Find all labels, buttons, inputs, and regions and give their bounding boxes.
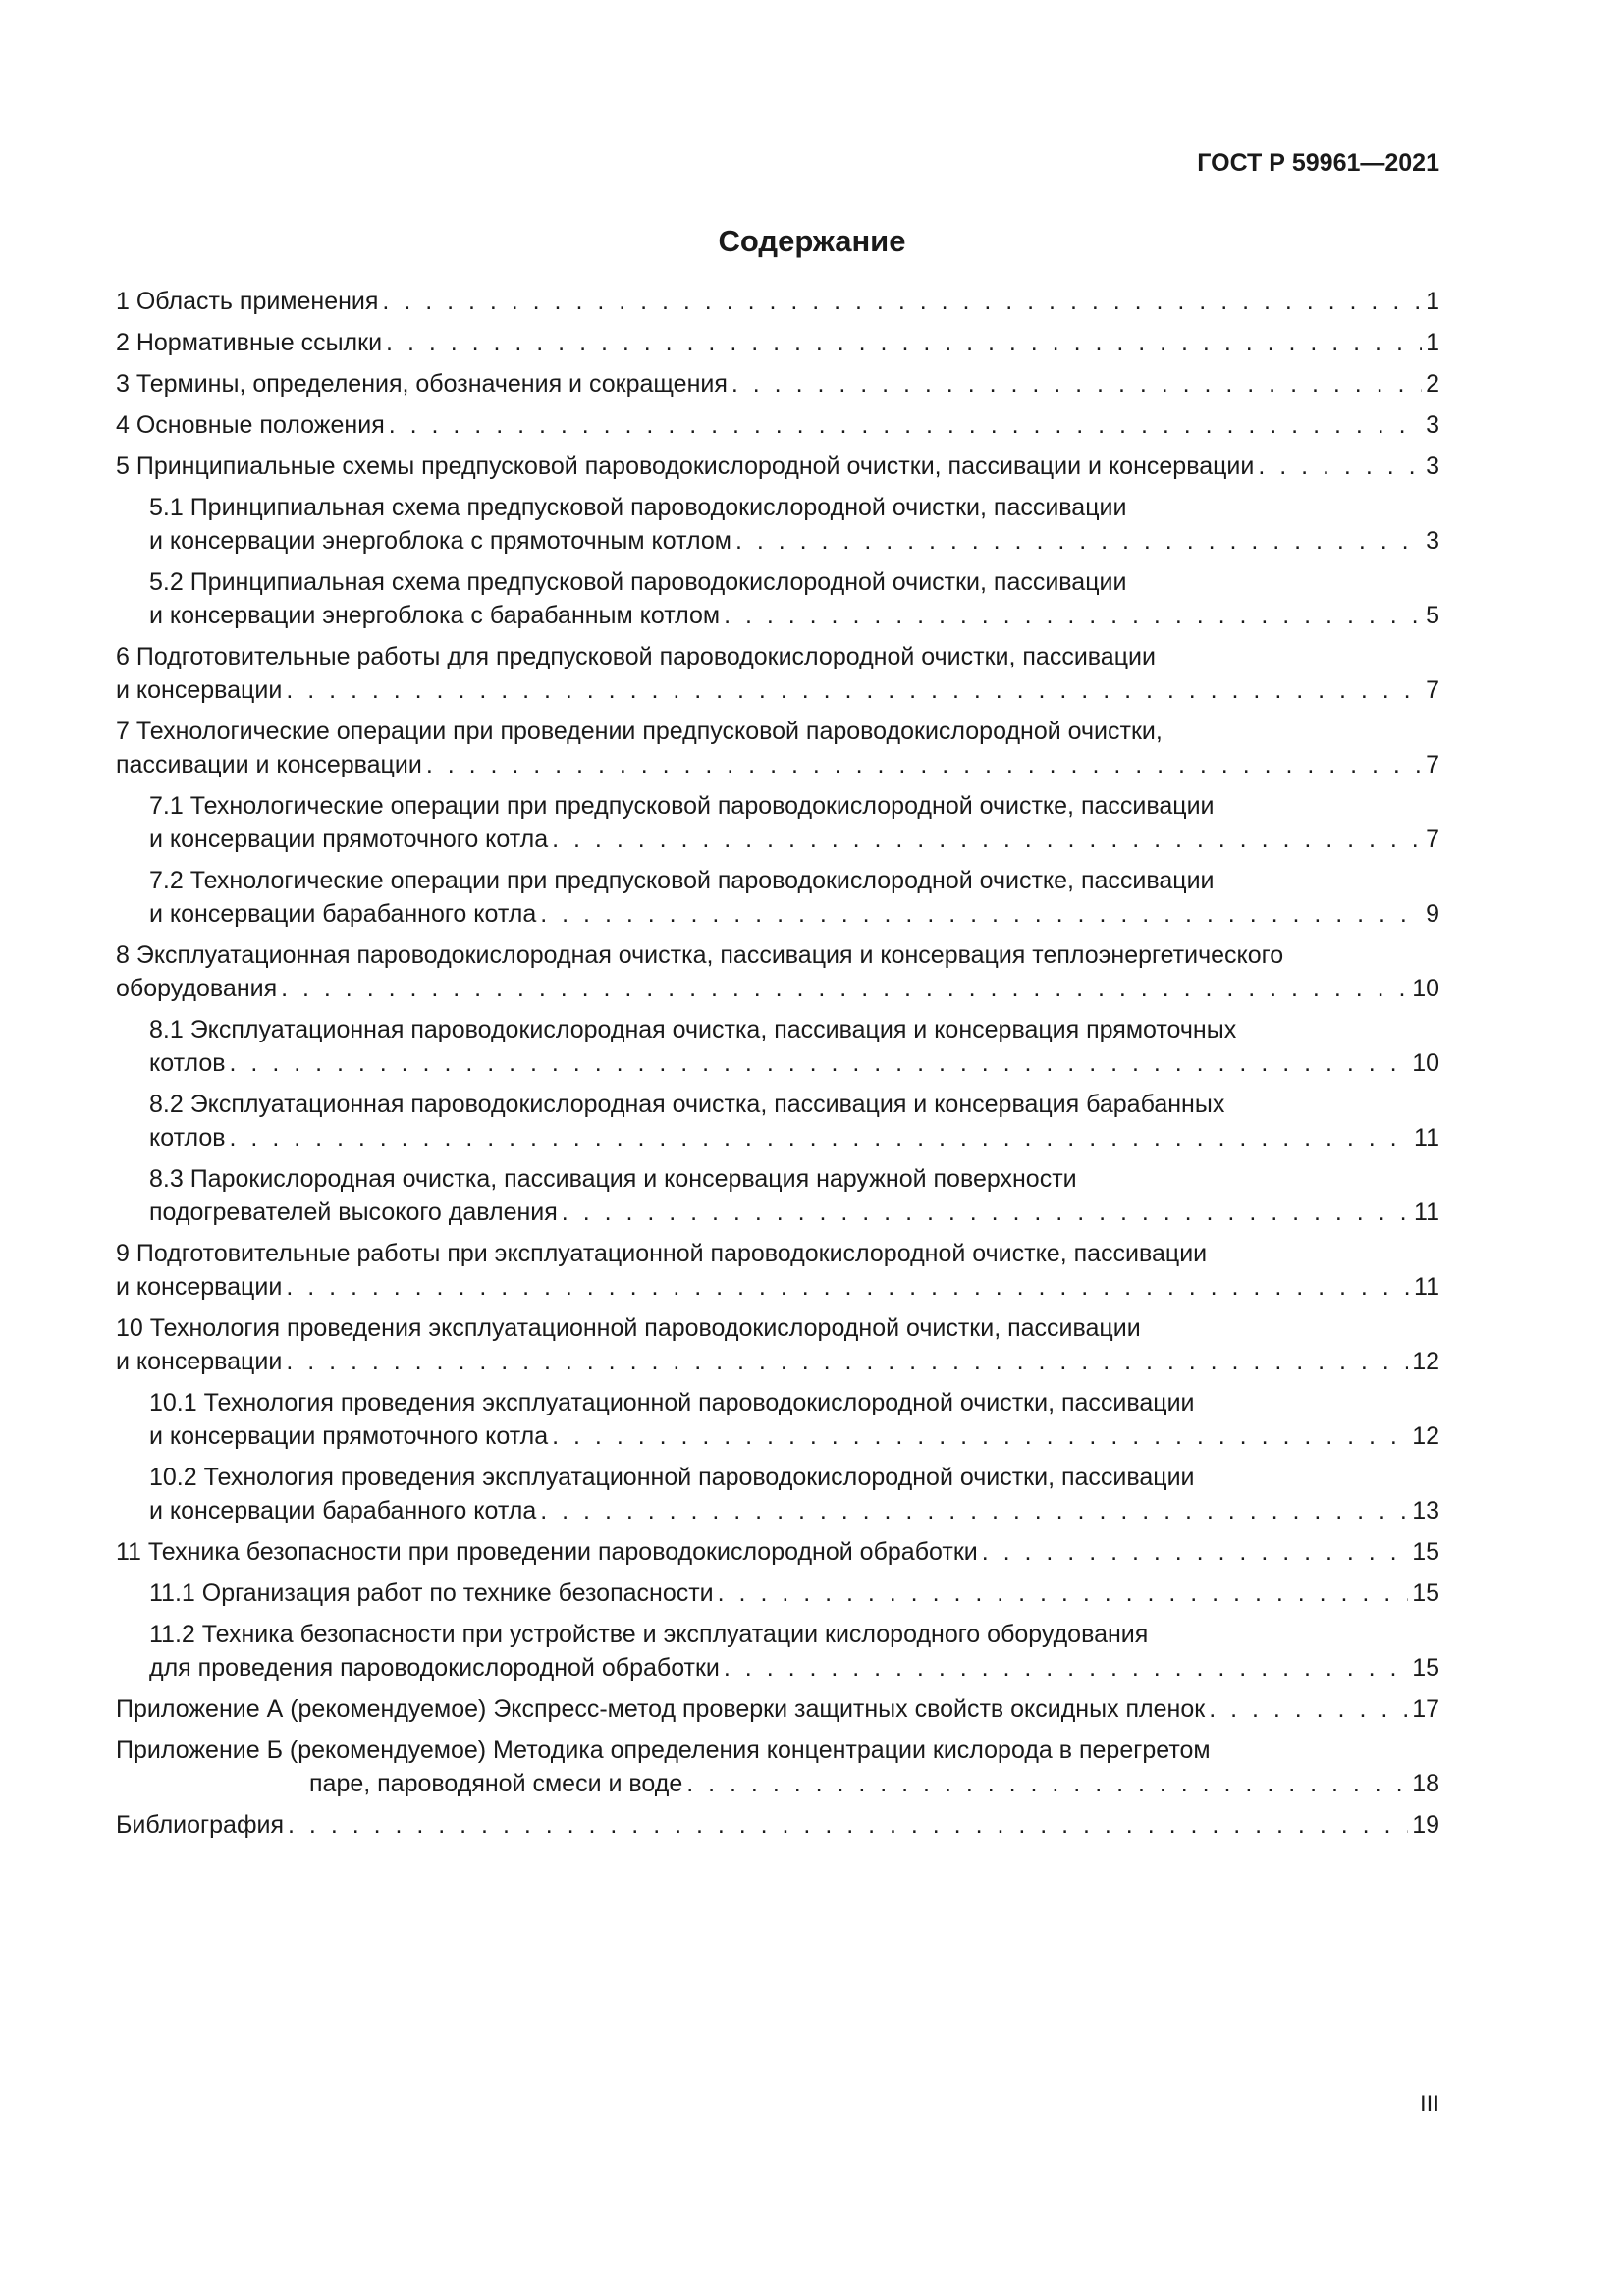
- toc-page-number: 5: [1426, 602, 1439, 629]
- toc-entry-text: и консервации энергоблока с прямоточным котлом: [149, 527, 731, 555]
- toc-entry-text: 10.2 Технология проведения эксплуатационной пароводокислородной очистки, пассивации: [149, 1464, 1195, 1491]
- toc-entry-text: 11.1 Организация работ по технике безопасности: [149, 1579, 714, 1607]
- dot-leader: [286, 1270, 1410, 1304]
- toc-page-number: 9: [1426, 900, 1439, 928]
- dot-leader: [1209, 1692, 1408, 1726]
- toc-page-number: 3: [1426, 411, 1439, 439]
- toc-entry-text: Приложение А (рекомендуемое) Экспресс-метод проверки защитных свойств оксидных пленок: [116, 1695, 1206, 1723]
- toc-page-number: 3: [1426, 453, 1439, 480]
- toc-entry[interactable]: [116, 1734, 1439, 1800]
- toc-page-number: 7: [1426, 676, 1439, 704]
- toc-entry[interactable]: [116, 1535, 1439, 1569]
- dot-leader: [382, 285, 1422, 318]
- dot-leader: [552, 1419, 1408, 1453]
- dot-leader: [286, 673, 1422, 707]
- toc-entry-text: 10.1 Технология проведения эксплуатационной пароводокислородной очистки, пассивации: [149, 1389, 1195, 1416]
- toc-entry-text: и консервации энергоблока с барабанным котлом: [149, 602, 721, 629]
- toc-entry-text: оборудования: [116, 975, 278, 1002]
- toc-page-number: 2: [1426, 370, 1439, 398]
- toc-page-number: 19: [1412, 1811, 1439, 1839]
- toc-entry-text: 5 Принципиальные схемы предпусковой пароводокислородной очистки, пассивации и консервации: [116, 453, 1255, 480]
- toc-entry-text: 8 Эксплуатационная пароводокислородная очистка, пассивация и консервация теплоэнергетического: [116, 941, 1284, 969]
- table-of-contents: [116, 285, 1439, 1849]
- toc-entry-text: и консервации: [116, 1348, 283, 1375]
- toc-page-number: 15: [1412, 1654, 1439, 1682]
- toc-entry[interactable]: [149, 1618, 1439, 1684]
- toc-page-number: 13: [1412, 1497, 1439, 1524]
- dot-leader: [540, 1494, 1408, 1527]
- toc-entry-text: 11 Техника безопасности при проведении пароводокислородной обработки: [116, 1538, 978, 1566]
- toc-entry[interactable]: [116, 715, 1439, 781]
- toc-entry-text: котлов: [149, 1049, 226, 1077]
- toc-entry-text: 8.1 Эксплуатационная пароводокислородная очистка, пассивация и консервация прямоточных: [149, 1016, 1237, 1043]
- dot-leader: [724, 1651, 1408, 1684]
- toc-entry-text: и консервации: [116, 1273, 283, 1301]
- toc-entry[interactable]: [149, 1013, 1439, 1080]
- toc-entry-text: Библиография: [116, 1811, 285, 1839]
- toc-entry-text: 6 Подготовительные работы для предпусковой пароводокислородной очистки, пассивации: [116, 643, 1156, 670]
- dot-leader: [281, 972, 1408, 1005]
- dot-leader: [389, 408, 1422, 442]
- toc-entry-text: для проведения пароводокислородной обработки: [149, 1654, 720, 1682]
- toc-entry-text: 4 Основные положения: [116, 411, 385, 439]
- dot-leader: [288, 1808, 1408, 1842]
- toc-entry[interactable]: [149, 1461, 1439, 1527]
- toc-entry[interactable]: [116, 1692, 1439, 1726]
- toc-page-number: 18: [1412, 1770, 1439, 1797]
- toc-page-number: 10: [1412, 975, 1439, 1002]
- dot-leader: [230, 1046, 1409, 1080]
- toc-page-number: 7: [1426, 826, 1439, 853]
- toc-entry[interactable]: [116, 640, 1439, 707]
- dot-leader: [735, 524, 1422, 558]
- toc-entry[interactable]: [149, 491, 1439, 558]
- dot-leader: [230, 1121, 1411, 1154]
- toc-entry[interactable]: [116, 326, 1439, 359]
- toc-entry-text: 9 Подготовительные работы при эксплуатационной пароводокислородной очистке, пассивации: [116, 1240, 1208, 1267]
- toc-page-number: 11: [1414, 1199, 1439, 1226]
- dot-leader: [386, 326, 1422, 359]
- toc-entry-text: 2 Нормативные ссылки: [116, 329, 383, 356]
- toc-page-number: 10: [1412, 1049, 1439, 1077]
- toc-entry-text: Приложение Б (рекомендуемое) Методика определения концентрации кислорода в перегретом: [116, 1736, 1211, 1764]
- toc-entry[interactable]: [149, 565, 1439, 632]
- toc-entry-text: 7 Технологические операции при проведении предпусковой пароводокислородной очистки,: [116, 718, 1163, 745]
- toc-entry[interactable]: [149, 1576, 1439, 1610]
- toc-page-number: 3: [1426, 527, 1439, 555]
- dot-leader: [718, 1576, 1409, 1610]
- toc-page-number: 17: [1412, 1695, 1439, 1723]
- toc-entry[interactable]: [116, 285, 1439, 318]
- page-number: III: [1419, 2091, 1439, 2117]
- toc-page-number: 11: [1414, 1124, 1439, 1151]
- toc-entry[interactable]: [116, 450, 1439, 483]
- toc-page-number: 12: [1412, 1422, 1439, 1450]
- toc-entry[interactable]: [116, 1311, 1439, 1378]
- toc-page-number: 11: [1414, 1273, 1439, 1301]
- toc-entry-text: 5.2 Принципиальная схема предпусковой пароводокислородной очистки, пассивации: [149, 568, 1127, 596]
- toc-entry-text: и консервации барабанного котла: [149, 900, 537, 928]
- toc-entry-text: и консервации прямоточного котла: [149, 826, 549, 853]
- toc-entry[interactable]: [116, 1237, 1439, 1304]
- toc-page-number: 1: [1426, 329, 1439, 356]
- toc-page-number: 15: [1412, 1579, 1439, 1607]
- toc-entry-text: котлов: [149, 1124, 226, 1151]
- toc-entry-text: подогревателей высокого давления: [149, 1199, 558, 1226]
- dot-leader: [1258, 450, 1422, 483]
- toc-page-number: 15: [1412, 1538, 1439, 1566]
- dot-leader: [982, 1535, 1408, 1569]
- toc-entry[interactable]: [149, 789, 1439, 856]
- page-title: Содержание: [718, 224, 906, 258]
- dot-leader: [552, 823, 1422, 856]
- dot-leader: [286, 1345, 1408, 1378]
- dot-leader: [724, 599, 1422, 632]
- toc-page-number: 1: [1426, 288, 1439, 315]
- toc-entry[interactable]: [149, 1386, 1439, 1453]
- toc-entry-text: 7.2 Технологические операции при предпусковой пароводокислородной очистке, пассивации: [149, 867, 1215, 894]
- toc-entry-text: 5.1 Принципиальная схема предпусковой пароводокислородной очистки, пассивации: [149, 494, 1127, 521]
- toc-entry[interactable]: [149, 1088, 1439, 1154]
- toc-entry[interactable]: [149, 1162, 1439, 1229]
- toc-entry-text: и консервации барабанного котла: [149, 1497, 537, 1524]
- toc-entry-text: 1 Область применения: [116, 288, 379, 315]
- toc-entry-text: 11.2 Техника безопасности при устройстве и эксплуатации кислородного оборудования: [149, 1621, 1149, 1648]
- toc-entry[interactable]: [116, 938, 1439, 1005]
- document-code: ГОСТ Р 59961—2021: [1197, 149, 1439, 177]
- toc-entry-text: и консервации: [116, 676, 283, 704]
- toc-entry[interactable]: [116, 367, 1439, 400]
- toc-entry-text: 8.3 Парокислородная очистка, пассивация и консервация наружной поверхности: [149, 1165, 1077, 1193]
- toc-entry-text: 3 Термины, определения, обозначения и сокращения: [116, 370, 728, 398]
- toc-page-number: 7: [1426, 751, 1439, 778]
- toc-entry[interactable]: [149, 864, 1439, 931]
- toc-entry[interactable]: [116, 1808, 1439, 1842]
- toc-entry-text: паре, пароводяной смеси и воде: [309, 1770, 683, 1797]
- dot-leader: [562, 1196, 1410, 1229]
- toc-page-number: 12: [1412, 1348, 1439, 1375]
- toc-entry-text: 10 Технология проведения эксплуатационной пароводокислородной очистки, пассивации: [116, 1314, 1141, 1342]
- dot-leader: [731, 367, 1422, 400]
- toc-entry-text: 8.2 Эксплуатационная пароводокислородная очистка, пассивация и консервация барабанных: [149, 1091, 1225, 1118]
- toc-entry-text: пассивации и консервации: [116, 751, 422, 778]
- toc-entry[interactable]: [116, 408, 1439, 442]
- dot-leader: [686, 1767, 1408, 1800]
- toc-entry-text: 7.1 Технологические операции при предпусковой пароводокислородной очистке, пассивации: [149, 792, 1215, 820]
- dot-leader: [540, 897, 1422, 931]
- toc-entry-text: и консервации прямоточного котла: [149, 1422, 549, 1450]
- dot-leader: [426, 748, 1422, 781]
